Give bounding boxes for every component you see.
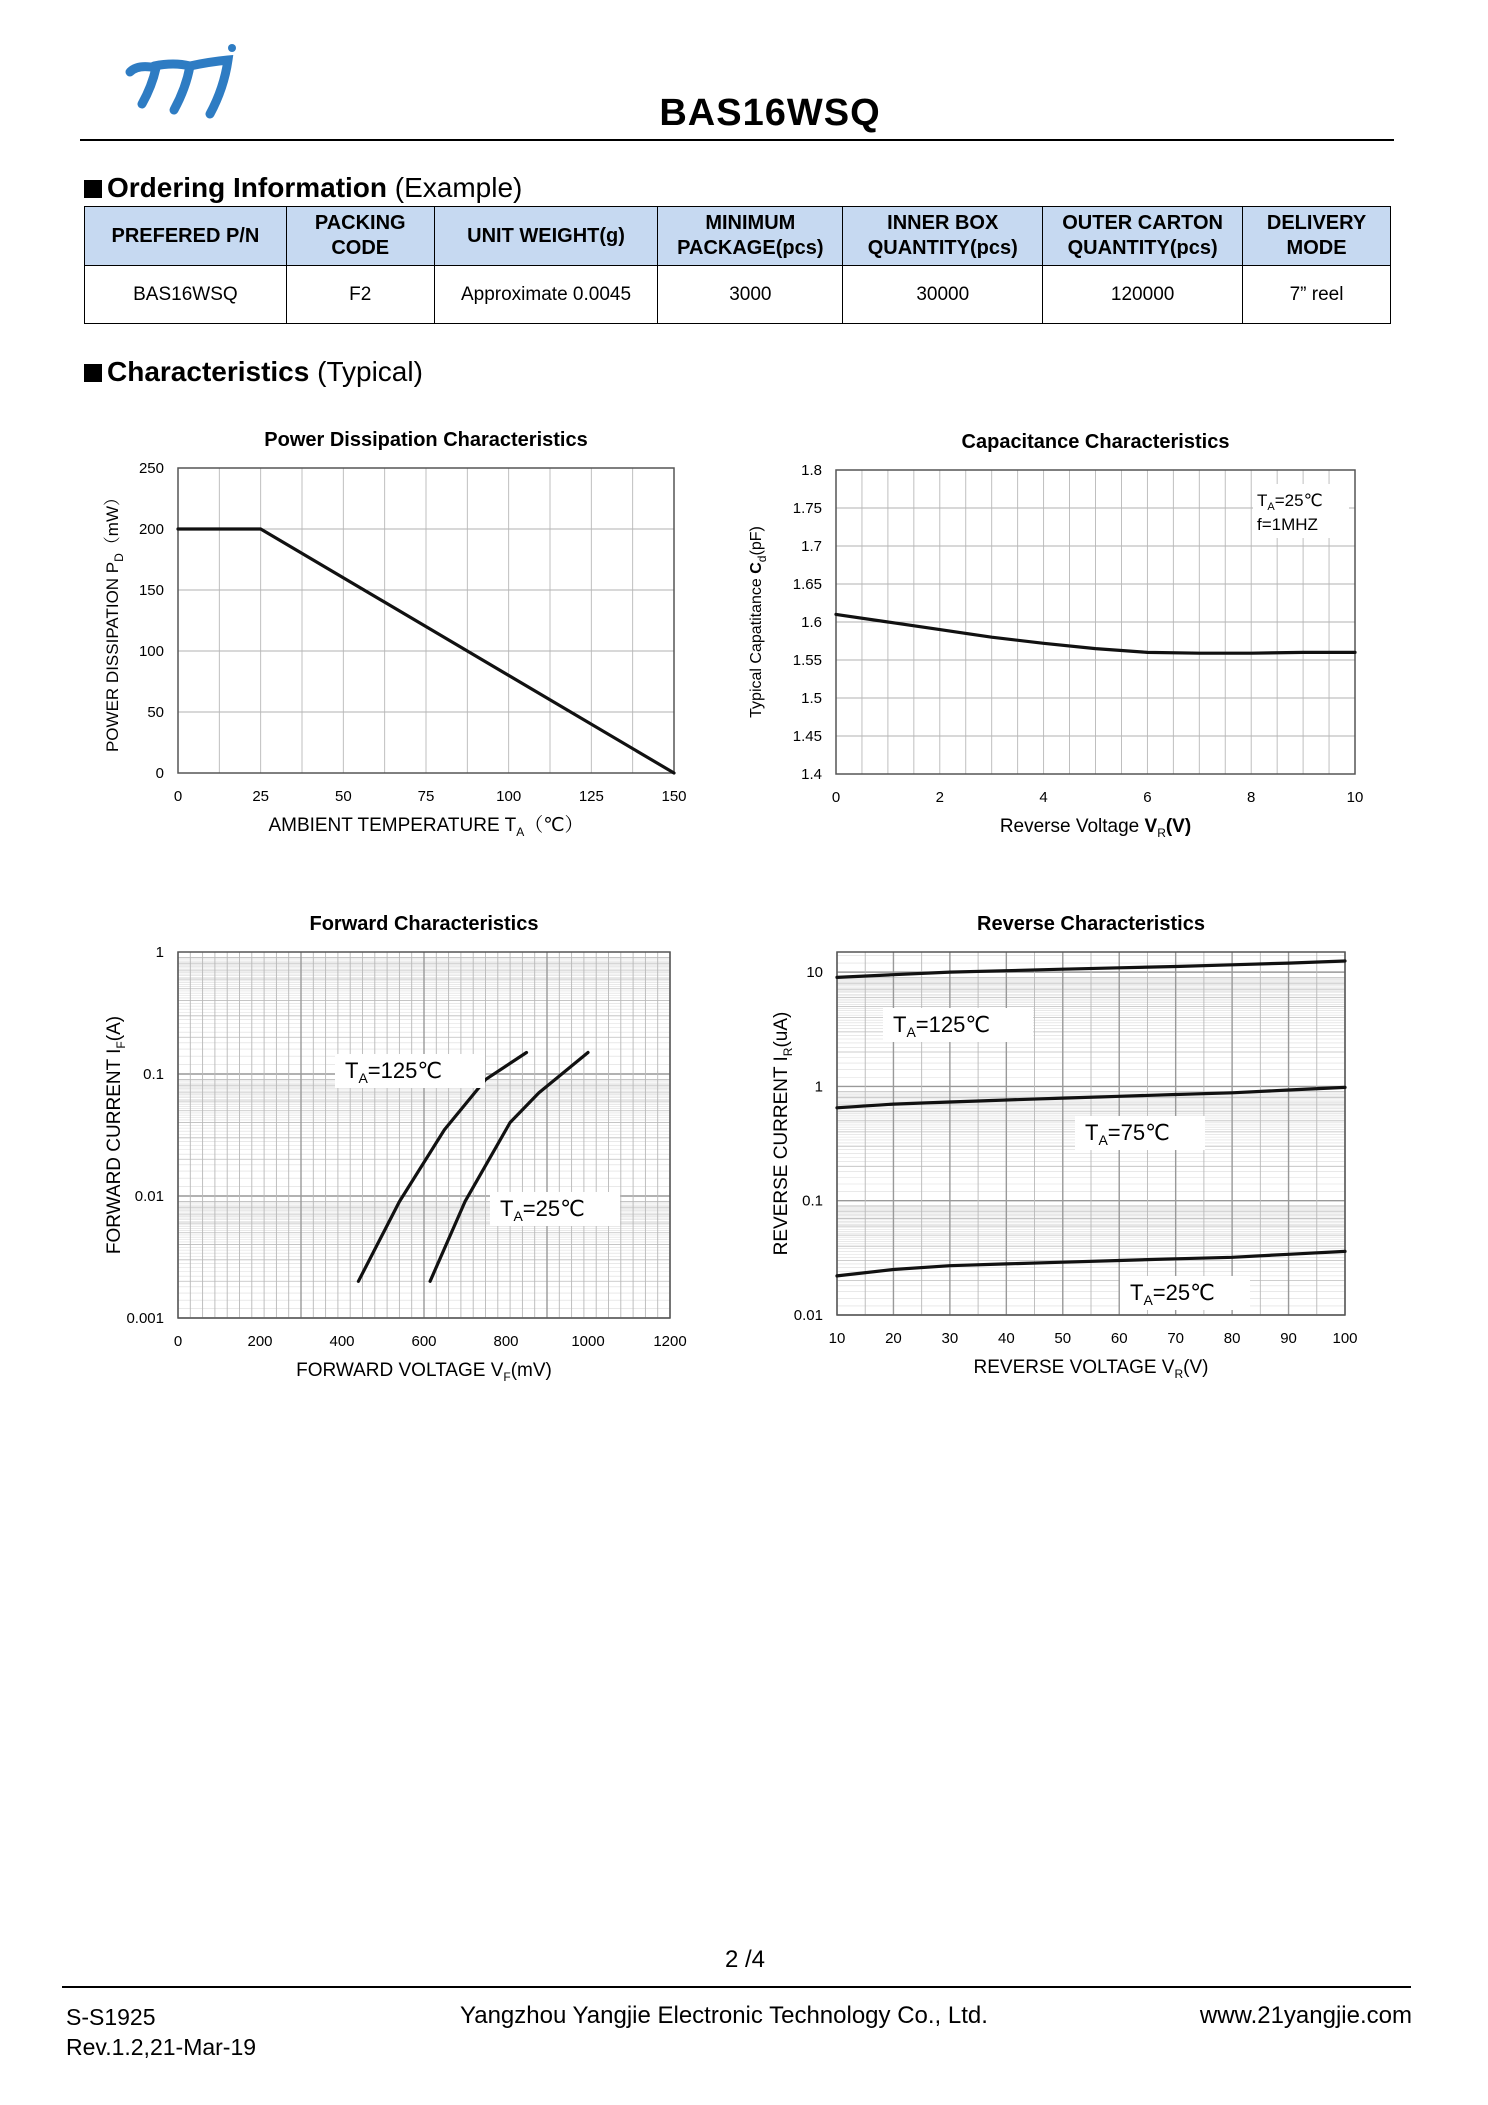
x-tick-label: 25 bbox=[252, 788, 270, 805]
label-part: =25℃ bbox=[1274, 491, 1323, 510]
x-tick-label: 80 bbox=[1223, 1330, 1241, 1347]
table-cell: F2 bbox=[286, 266, 434, 324]
characteristics-title: Characteristics bbox=[107, 356, 310, 387]
label-part: A bbox=[358, 1070, 368, 1086]
x-tick-label: 0 bbox=[831, 789, 841, 806]
label-part: T bbox=[500, 1196, 514, 1221]
x-axis-label bbox=[1000, 816, 1191, 840]
label-part: V bbox=[1139, 816, 1158, 837]
x-tick-label: 8 bbox=[1247, 789, 1256, 806]
column-header: UNIT WEIGHT(g) bbox=[434, 207, 658, 266]
y-tick-label: 250 bbox=[138, 460, 164, 477]
y-tick-label: 1.5 bbox=[801, 690, 822, 707]
annotation-frequency: f=1MHZ bbox=[1257, 515, 1318, 534]
x-tick-label: 200 bbox=[247, 1333, 273, 1350]
label-part: REVERSE VOLTAGE V bbox=[973, 1357, 1175, 1378]
characteristics-subtitle: (Typical) bbox=[317, 356, 423, 387]
reverse-characteristics-chart bbox=[765, 900, 1365, 1390]
footer-revision: Rev.1.2,21-Mar-19 bbox=[66, 2034, 257, 2060]
y-tick-label: 0.001 bbox=[126, 1310, 164, 1327]
table-cell: BAS16WSQ bbox=[85, 266, 287, 324]
y-tick-label: 150 bbox=[138, 582, 164, 599]
label-part: =125℃ bbox=[915, 1012, 991, 1037]
label-part: T bbox=[1130, 1280, 1144, 1305]
y-tick-label: 10 bbox=[806, 964, 823, 982]
y-tick-label: 1 bbox=[155, 944, 164, 961]
power-dissipation-chart bbox=[100, 420, 700, 850]
x-tick-label: 100 bbox=[1332, 1330, 1358, 1347]
y-tick-label: 50 bbox=[147, 704, 164, 721]
label-part: A bbox=[513, 1208, 523, 1224]
y-axis-label bbox=[103, 489, 126, 752]
y-tick-label: 0.01 bbox=[134, 1188, 164, 1205]
series-label-75c bbox=[1085, 1120, 1170, 1148]
series-label-25c bbox=[1130, 1280, 1215, 1308]
x-tick-label: 100 bbox=[496, 788, 522, 805]
label-part: =125℃ bbox=[367, 1058, 443, 1083]
annotation-temperature bbox=[1257, 491, 1323, 513]
label-part: A bbox=[1098, 1132, 1108, 1148]
label-part: =25℃ bbox=[522, 1196, 585, 1221]
y-tick-label: 0.1 bbox=[143, 1066, 164, 1083]
footer-doc-info bbox=[66, 2002, 256, 2062]
x-tick-label: 90 bbox=[1280, 1330, 1297, 1347]
x-tick-label: 30 bbox=[941, 1330, 959, 1347]
page-number: 2 /4 bbox=[724, 1946, 766, 1973]
company-logo bbox=[124, 40, 244, 120]
label-part: POWER DISSIPATION P bbox=[103, 561, 122, 753]
label-part: R bbox=[1157, 826, 1166, 840]
chart-title: Forward Characteristics bbox=[309, 913, 539, 935]
x-tick-label: 125 bbox=[578, 788, 604, 805]
characteristics-section-title bbox=[84, 356, 423, 388]
footer-company: Yangzhou Yangjie Electronic Technology Co., Ltd. bbox=[460, 2002, 988, 2029]
label-part: (mV) bbox=[510, 1360, 552, 1381]
x-tick-label: 50 bbox=[334, 788, 352, 805]
x-tick-label: 10 bbox=[828, 1330, 846, 1347]
label-part: T bbox=[345, 1058, 359, 1083]
y-tick-label: 200 bbox=[138, 521, 164, 538]
x-axis-label bbox=[974, 1357, 1209, 1381]
y-tick-label: 0.01 bbox=[793, 1307, 823, 1324]
table-cell: 3000 bbox=[658, 266, 843, 324]
label-part: D bbox=[112, 553, 126, 562]
y-axis-label bbox=[748, 526, 769, 718]
y-tick-label: 0 bbox=[155, 765, 164, 782]
label-part: (A) bbox=[104, 1015, 125, 1042]
label-part: （mW） bbox=[103, 488, 122, 554]
y-tick-label: 1.6 bbox=[801, 614, 822, 631]
ordering-subtitle: (Example) bbox=[394, 172, 523, 203]
label-part: T bbox=[1257, 491, 1268, 510]
chart-grid bbox=[178, 952, 670, 1318]
label-part: d bbox=[755, 555, 769, 563]
capacitance-chart bbox=[745, 420, 1365, 850]
x-tick-label: 75 bbox=[417, 788, 435, 805]
x-tick-label: 400 bbox=[329, 1333, 355, 1350]
x-tick-label: 0 bbox=[173, 788, 183, 805]
column-header: DELIVERY MODE bbox=[1243, 207, 1391, 266]
label-part: (uA) bbox=[771, 1011, 792, 1048]
y-tick-label: 1.45 bbox=[792, 728, 822, 745]
y-tick-label: 1.4 bbox=[801, 766, 822, 783]
column-header: PACKING CODE bbox=[286, 207, 434, 266]
y-tick-label: 1.7 bbox=[801, 538, 822, 555]
x-tick-label: 50 bbox=[1054, 1330, 1072, 1347]
column-header: PREFERED P/N bbox=[85, 207, 287, 266]
table-cell: Approximate 0.0045 bbox=[434, 266, 658, 324]
y-tick-label: 1 bbox=[814, 1078, 823, 1096]
label-part: （℃） bbox=[524, 815, 584, 836]
label-part: (pF) bbox=[748, 526, 765, 556]
x-axis-label bbox=[296, 1360, 552, 1384]
column-header: MINIMUM PACKAGE(pcs) bbox=[658, 207, 843, 266]
table-cell: 30000 bbox=[843, 266, 1043, 324]
label-part: FORWARD CURRENT I bbox=[104, 1048, 125, 1255]
table-header-row bbox=[85, 207, 1391, 266]
label-part: (V) bbox=[1165, 816, 1192, 837]
table-body bbox=[85, 266, 1391, 324]
label-part: FORWARD VOLTAGE V bbox=[296, 1360, 504, 1381]
x-tick-label: 70 bbox=[1167, 1330, 1185, 1347]
label-part: =25℃ bbox=[1152, 1280, 1215, 1305]
bullet-square-icon bbox=[84, 180, 102, 198]
label-part: (V) bbox=[1183, 1357, 1209, 1378]
document-title: BAS16WSQ bbox=[659, 92, 881, 134]
footer-doc-id: S-S1925 bbox=[66, 2004, 156, 2030]
label-part: F bbox=[114, 1041, 128, 1049]
y-tick-label: 100 bbox=[138, 643, 164, 660]
ordering-section-title bbox=[84, 172, 522, 204]
column-header: INNER BOX QUANTITY(pcs) bbox=[843, 207, 1043, 266]
footer-url[interactable]: www.21yangjie.com bbox=[1199, 2002, 1412, 2029]
ordering-table bbox=[84, 206, 1391, 324]
header-rule bbox=[80, 139, 1394, 141]
ordering-title: Ordering Information bbox=[107, 172, 387, 203]
x-tick-label: 0 bbox=[173, 1333, 183, 1350]
table-row bbox=[85, 266, 1391, 324]
label-part: R bbox=[781, 1047, 795, 1057]
y-tick-label: 0.1 bbox=[802, 1192, 823, 1210]
x-tick-label: 2 bbox=[935, 789, 944, 806]
column-header: OUTER CARTON QUANTITY(pcs) bbox=[1043, 207, 1243, 266]
y-tick-label: 1.8 bbox=[801, 462, 822, 479]
y-axis-label bbox=[771, 1012, 795, 1256]
label-part: A bbox=[1267, 501, 1275, 513]
series-label-25c bbox=[500, 1196, 585, 1224]
label-part: T bbox=[893, 1012, 907, 1037]
label-part: =75℃ bbox=[1107, 1120, 1170, 1145]
label-part: A bbox=[516, 825, 525, 839]
x-tick-label: 1200 bbox=[653, 1333, 687, 1350]
chart-title: Reverse Characteristics bbox=[977, 913, 1205, 935]
x-tick-label: 40 bbox=[997, 1330, 1015, 1347]
label-part: Typical Capatitance bbox=[748, 578, 765, 718]
x-tick-label: 600 bbox=[411, 1333, 437, 1350]
label-part: AMBIENT TEMPERATURE T bbox=[268, 815, 517, 836]
x-tick-label: 60 bbox=[1110, 1330, 1128, 1347]
x-tick-label: 4 bbox=[1039, 789, 1048, 806]
label-part: REVERSE CURRENT I bbox=[771, 1056, 792, 1256]
label-part: R bbox=[1174, 1367, 1184, 1381]
x-tick-label: 6 bbox=[1143, 789, 1152, 806]
y-tick-label: 1.65 bbox=[792, 576, 822, 593]
label-part: C bbox=[748, 562, 765, 579]
x-tick-label: 10 bbox=[1346, 789, 1364, 806]
label-part: T bbox=[1085, 1120, 1099, 1145]
y-tick-label: 1.75 bbox=[792, 500, 822, 517]
table-cell: 120000 bbox=[1043, 266, 1243, 324]
x-tick-label: 800 bbox=[493, 1333, 519, 1350]
y-axis-label bbox=[104, 1016, 128, 1254]
forward-characteristics-chart bbox=[100, 900, 700, 1390]
x-axis-label bbox=[268, 814, 583, 839]
label-part: A bbox=[906, 1024, 916, 1040]
x-tick-label: 1000 bbox=[571, 1333, 605, 1350]
x-tick-label: 150 bbox=[661, 788, 687, 805]
bullet-square-icon bbox=[84, 364, 102, 382]
footer-rule bbox=[62, 1986, 1411, 1988]
chart-title: Capacitance Characteristics bbox=[961, 431, 1230, 453]
label-part: F bbox=[503, 1370, 511, 1384]
table-cell: 7” reel bbox=[1243, 266, 1391, 324]
y-tick-label: 1.55 bbox=[792, 652, 822, 669]
label-part: A bbox=[1143, 1292, 1153, 1308]
chart-title: Power Dissipation Characteristics bbox=[264, 429, 588, 451]
label-part: Reverse Voltage bbox=[999, 816, 1140, 837]
x-tick-label: 20 bbox=[885, 1330, 902, 1347]
